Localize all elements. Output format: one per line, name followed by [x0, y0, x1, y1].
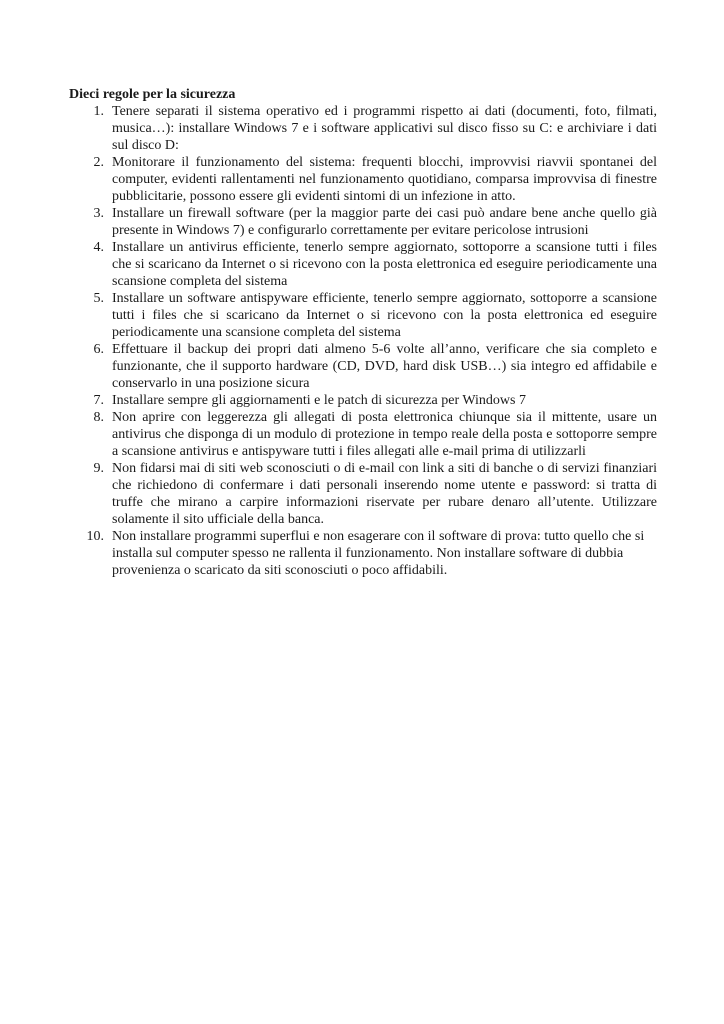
rule-item — [69, 341, 657, 392]
rule-number: 1. — [93, 104, 104, 119]
rule-text: Effettuare il backup dei propri dati almeno 5-6 volte all’anno, verificare che sia completo e funzionante, che il supporto hardware (CD, DVD, hard disk USB…) sia integro ed affidabile e conservarlo in una posizione sicura — [112, 342, 657, 391]
document-title: Dieci regole per la sicurezza — [69, 87, 236, 102]
rule-number: 2. — [93, 155, 104, 170]
rule-text: Installare un firewall software (per la maggior parte dei casi può andare bene anche quello già presente in Windows 7) e configurarlo correttamente per evitare pericolose intrusioni — [112, 206, 657, 238]
rule-item — [69, 239, 657, 290]
rule-number: 6. — [93, 342, 104, 357]
rule-text: Monitorare il funzionamento del sistema: frequenti blocchi, improvvisi riavvii spontanei del computer, evidenti rallentamenti nel funzionamento quotidiano, comparsa improvvisa di finestre pubblicitarie, possono essere gli evidenti sintomi di un infezione in atto. — [112, 155, 657, 204]
rule-item — [69, 392, 657, 409]
rule-text: Non aprire con leggerezza gli allegati di posta elettronica chiunque sia il mittente, usare un antivirus che disponga di un modulo di protezione in tempo reale della posta e sottoporre sempre a scansione antivirus e antispyware tutti i files allegati alle e-mail prima di utilizzarli — [112, 410, 657, 459]
rule-text: Installare un antivirus efficiente, tenerlo sempre aggiornato, sottoporre a scansione tutti i files che si scaricano da Internet o si ricevono con la posta elettronica ed eseguire periodicamente una scansione completa del sistema — [112, 240, 657, 289]
rule-item — [69, 528, 657, 579]
rule-number: 10. — [86, 529, 104, 544]
rule-number: 7. — [93, 393, 104, 408]
rule-text: Non installare programmi superflui e non esagerare con il software di prova: tutto quello che si installa sul computer spesso ne rallenta il funzionamento. Non installare software di dubbia provenienza o scaricato da siti sconosciuti o poco affidabili. — [112, 529, 645, 578]
rule-number: 3. — [93, 206, 104, 221]
rule-number: 5. — [93, 291, 104, 306]
rule-item — [69, 205, 657, 239]
rule-item — [69, 154, 657, 205]
rule-number: 4. — [93, 240, 104, 255]
rule-text: Tenere separati il sistema operativo ed i programmi rispetto ai dati (documenti, foto, filmati, musica…): installare Windows 7 e i software applicativi sul disco fisso su C: e archiviare i dati sul disco D: — [112, 104, 657, 153]
rule-text: Non fidarsi mai di siti web sconosciuti o di e-mail con link a siti di banche o di servizi finanziari che richiedono di confermare i dati personali inserendo nome utente e password: si tratta di truffe che mirano a carpire informazioni riservate per rubare denaro all’utente. Utilizzare solamente il sito ufficiale della banca. — [112, 461, 657, 527]
document-content — [69, 86, 657, 579]
rule-text: Installare sempre gli aggiornamenti e le patch di sicurezza per Windows 7 — [112, 393, 526, 408]
rules-list — [69, 103, 657, 579]
rule-item — [69, 103, 657, 154]
rule-item — [69, 409, 657, 460]
rule-item — [69, 460, 657, 528]
rule-item — [69, 290, 657, 341]
rule-number: 9. — [93, 461, 104, 476]
rule-number: 8. — [93, 410, 104, 425]
rule-text: Installare un software antispyware efficiente, tenerlo sempre aggiornato, sottoporre a scansione tutti i files che si scaricano da Internet o si ricevono con la posta elettronica ed eseguire periodicamente una scansione completa del sistema — [112, 291, 657, 340]
